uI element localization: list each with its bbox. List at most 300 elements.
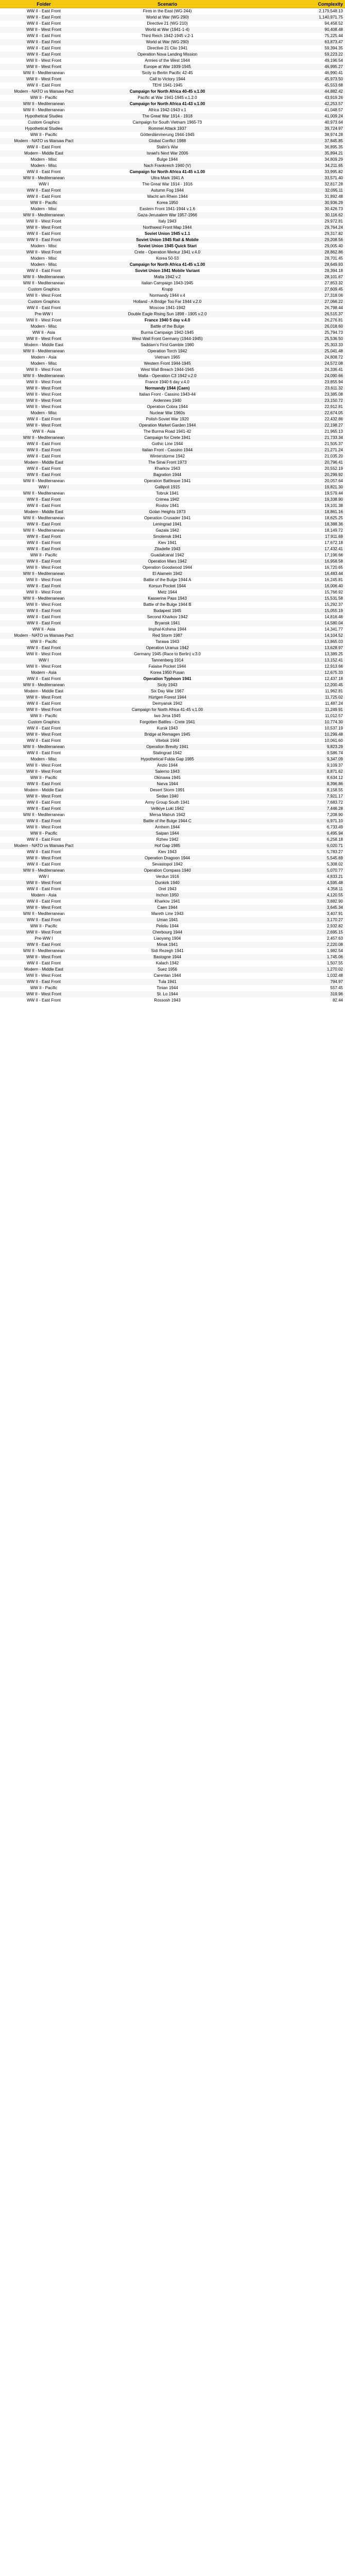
complexity-cell: 3,407.91 bbox=[326, 911, 343, 916]
folder-cell: WW II - West Front bbox=[26, 590, 61, 595]
table-row[interactable] bbox=[0, 515, 345, 521]
table-row[interactable] bbox=[0, 76, 345, 82]
complexity-cell: 29,005.40 bbox=[324, 244, 343, 248]
table-row[interactable] bbox=[0, 14, 345, 21]
complexity-cell: 28,862.86 bbox=[247, 249, 345, 256]
header-complexity[interactable]: Complexity bbox=[247, 0, 345, 8]
folder-cell: WW II - Mediterranean bbox=[0, 274, 88, 280]
table-row[interactable] bbox=[0, 453, 345, 460]
table-row[interactable] bbox=[0, 831, 345, 837]
table-row[interactable] bbox=[0, 979, 345, 985]
scenario-cell: Nach Frankreich 1940 (V) bbox=[88, 163, 247, 169]
table-row[interactable] bbox=[0, 762, 345, 769]
table-row[interactable] bbox=[0, 262, 345, 268]
complexity-cell: 557.45 bbox=[330, 986, 343, 990]
folder-cell: WW II - East Front bbox=[27, 701, 61, 706]
table-row[interactable] bbox=[0, 330, 345, 336]
table-row[interactable] bbox=[0, 70, 345, 76]
table-row[interactable] bbox=[0, 218, 345, 225]
table-row[interactable] bbox=[0, 8, 345, 15]
header-folder[interactable]: Folder bbox=[0, 0, 88, 8]
scenario-cell: Germany 1945 (Race to Berlin) v.3.0 bbox=[134, 652, 201, 656]
table-row[interactable] bbox=[0, 138, 345, 144]
complexity-cell: 25,303.33 bbox=[324, 343, 343, 347]
folder-cell: WW II - East Front bbox=[0, 497, 88, 503]
complexity-cell: 26,515.37 bbox=[247, 311, 345, 317]
table-row[interactable] bbox=[0, 354, 345, 361]
table-row[interactable] bbox=[0, 21, 345, 27]
table-row[interactable] bbox=[0, 793, 345, 800]
scenario-cell: Autumn Fog 1944 bbox=[88, 188, 247, 194]
table-row[interactable] bbox=[0, 305, 345, 311]
complexity-cell: 25,794.73 bbox=[324, 330, 343, 335]
table-row[interactable] bbox=[0, 64, 345, 70]
table-row[interactable] bbox=[0, 107, 345, 113]
table-row[interactable] bbox=[0, 33, 345, 39]
complexity-cell: 26,798.44 bbox=[324, 306, 343, 310]
table-row[interactable] bbox=[0, 175, 345, 181]
complexity-cell: 6,733.49 bbox=[326, 825, 343, 829]
table-row[interactable] bbox=[0, 917, 345, 923]
table-row[interactable] bbox=[0, 874, 345, 880]
table-row[interactable] bbox=[0, 886, 345, 892]
table-row[interactable] bbox=[0, 967, 345, 973]
scenario-cell: Sidi Rezegh 1941 bbox=[151, 948, 184, 953]
table-row[interactable] bbox=[0, 497, 345, 503]
table-row[interactable] bbox=[0, 583, 345, 589]
scenario-cell: Desert Storm 1991 bbox=[150, 788, 185, 792]
table-row[interactable] bbox=[0, 379, 345, 385]
table-row[interactable] bbox=[0, 342, 345, 348]
table-row[interactable] bbox=[0, 194, 345, 200]
scenario-cell: Dunkirk 1940 bbox=[88, 880, 247, 886]
table-row[interactable] bbox=[0, 311, 345, 317]
complexity-cell: 24,808.72 bbox=[324, 355, 343, 360]
table-row[interactable] bbox=[0, 243, 345, 249]
table-row[interactable] bbox=[0, 911, 345, 917]
table-row[interactable] bbox=[0, 348, 345, 354]
folder-cell: WW II - Pacific bbox=[30, 775, 58, 780]
scenario-cell: Gothic Line 1944 bbox=[151, 442, 183, 446]
table-row[interactable] bbox=[0, 744, 345, 750]
table-row[interactable] bbox=[0, 824, 345, 831]
table-row[interactable] bbox=[0, 577, 345, 583]
table-row[interactable] bbox=[0, 361, 345, 367]
complexity-cell: 21,035.20 bbox=[324, 454, 343, 459]
scenario-cell: Northwest Front Map 1944 bbox=[88, 225, 247, 231]
table-row[interactable] bbox=[0, 324, 345, 330]
table-row[interactable] bbox=[0, 769, 345, 775]
folder-cell: WW II - Mediterranean bbox=[0, 571, 88, 577]
table-row[interactable] bbox=[0, 651, 345, 657]
table-row[interactable] bbox=[0, 101, 345, 107]
table-row[interactable] bbox=[0, 503, 345, 509]
complexity-cell: 20,057.64 bbox=[324, 479, 343, 483]
folder-cell: WW II - Mediterranean bbox=[0, 212, 88, 218]
table-row[interactable] bbox=[0, 113, 345, 120]
table-row[interactable] bbox=[0, 589, 345, 596]
complexity-cell: 23,385.08 bbox=[324, 392, 343, 397]
table-row[interactable] bbox=[0, 126, 345, 132]
table-row[interactable] bbox=[0, 626, 345, 633]
complexity-cell: 28,649.93 bbox=[247, 262, 345, 268]
table-row[interactable] bbox=[0, 707, 345, 713]
table-row[interactable] bbox=[0, 701, 345, 707]
complexity-cell: 14,580.04 bbox=[247, 620, 345, 626]
complexity-cell: 45,553.68 bbox=[324, 83, 343, 88]
folder-cell: WW I bbox=[39, 874, 49, 879]
table-row[interactable] bbox=[0, 750, 345, 756]
table-row[interactable] bbox=[0, 286, 345, 293]
table-row[interactable] bbox=[0, 460, 345, 466]
folder-cell: Custom Graphics bbox=[28, 120, 60, 125]
table-row[interactable] bbox=[0, 861, 345, 868]
table-row[interactable] bbox=[0, 775, 345, 781]
table-row[interactable] bbox=[0, 237, 345, 243]
complexity-cell: 17,196.66 bbox=[324, 553, 343, 557]
table-row[interactable] bbox=[0, 639, 345, 645]
scenario-cell: Wacht am Rhein 1944 bbox=[147, 194, 188, 199]
table-row[interactable] bbox=[0, 948, 345, 954]
table-row[interactable] bbox=[0, 280, 345, 286]
complexity-cell: 4,595.48 bbox=[247, 880, 345, 886]
table-row[interactable] bbox=[0, 738, 345, 744]
table-row[interactable] bbox=[0, 534, 345, 540]
header-scenario[interactable]: Scenario bbox=[88, 0, 247, 8]
complexity-cell: 18,149.72 bbox=[324, 528, 343, 533]
table-row[interactable] bbox=[0, 373, 345, 379]
table-row[interactable] bbox=[0, 58, 345, 64]
scenario-cell: Battle of the Bulge 1944 B bbox=[143, 602, 192, 607]
scenario-cell: Stalingrad 1942 bbox=[152, 751, 182, 755]
table-row[interactable] bbox=[0, 52, 345, 58]
table-row[interactable] bbox=[0, 713, 345, 719]
complexity-cell: 30,936.29 bbox=[247, 200, 345, 206]
table-row[interactable] bbox=[0, 565, 345, 571]
table-row[interactable] bbox=[0, 181, 345, 188]
folder-cell: WW II - West Front bbox=[0, 991, 88, 997]
table-row[interactable] bbox=[0, 676, 345, 682]
table-row[interactable] bbox=[0, 942, 345, 948]
folder-cell: WW II - Mediterranean bbox=[0, 373, 88, 379]
folder-cell: WW II - West Front bbox=[26, 318, 61, 323]
scenario-cell: Tinian 1944 bbox=[157, 986, 178, 990]
scenario-cell: Campaign for North Africa 41-45 v.1.00 bbox=[129, 170, 205, 174]
table-row[interactable] bbox=[0, 472, 345, 478]
folder-cell: WW II - East Front bbox=[0, 942, 88, 948]
complexity-cell: 4,120.55 bbox=[247, 892, 345, 899]
folder-cell: WW II - West Front bbox=[0, 732, 88, 738]
table-row[interactable] bbox=[0, 385, 345, 392]
scenario-cell: Okinawa 1945 bbox=[154, 775, 181, 780]
folder-cell: Modern - Middle East bbox=[0, 967, 88, 973]
scenario-cell: Armies of the West 1944 bbox=[145, 58, 190, 63]
table-row[interactable] bbox=[0, 410, 345, 416]
table-row[interactable] bbox=[0, 936, 345, 942]
complexity-cell: 5,545.69 bbox=[247, 855, 345, 861]
table-row[interactable] bbox=[0, 82, 345, 89]
table-row[interactable] bbox=[0, 157, 345, 163]
table-row[interactable] bbox=[0, 249, 345, 256]
table-row[interactable] bbox=[0, 614, 345, 620]
complexity-cell: 8,871.62 bbox=[247, 769, 345, 775]
folder-cell: WW II - West Front bbox=[0, 385, 88, 392]
folder-cell: WW II - East Front bbox=[27, 726, 61, 731]
folder-cell: WW II - East Front bbox=[27, 145, 61, 149]
scenario-cell: Polish-Soviet War 1920 bbox=[146, 417, 189, 421]
table-row[interactable] bbox=[0, 657, 345, 664]
table-row[interactable] bbox=[0, 200, 345, 206]
table-row[interactable] bbox=[0, 806, 345, 812]
table-row[interactable] bbox=[0, 268, 345, 274]
scenario-cell: El Alamein 1942 bbox=[88, 571, 247, 577]
table-row[interactable] bbox=[0, 45, 345, 52]
table-row[interactable] bbox=[0, 441, 345, 447]
table-row[interactable] bbox=[0, 317, 345, 324]
table-row[interactable] bbox=[0, 120, 345, 126]
folder-cell: Modern - Misc bbox=[0, 163, 88, 169]
table-row[interactable] bbox=[0, 39, 345, 45]
table-row[interactable] bbox=[0, 633, 345, 639]
folder-cell: WW II - Mediterranean bbox=[0, 175, 88, 181]
complexity-cell: 3,882.90 bbox=[326, 899, 343, 904]
table-row[interactable] bbox=[0, 923, 345, 929]
complexity-cell: 7,921.17 bbox=[247, 793, 345, 800]
folder-cell: WW II - West Front bbox=[0, 76, 88, 82]
table-row[interactable] bbox=[0, 781, 345, 787]
table-row[interactable] bbox=[0, 558, 345, 565]
table-row[interactable] bbox=[0, 991, 345, 997]
complexity-cell: 10,537.19 bbox=[324, 726, 343, 731]
table-row[interactable] bbox=[0, 416, 345, 422]
folder-cell: WW II - Mediterranean bbox=[0, 348, 88, 354]
table-row[interactable] bbox=[0, 150, 345, 157]
table-row[interactable] bbox=[0, 447, 345, 453]
table-row[interactable] bbox=[0, 231, 345, 237]
table-row[interactable] bbox=[0, 404, 345, 410]
scenario-cell: Ardennes 1940 bbox=[88, 398, 247, 404]
table-row[interactable] bbox=[0, 985, 345, 991]
scenario-cell: Operation Market Garden 1944 bbox=[88, 422, 247, 429]
folder-cell: WW II - East Front bbox=[27, 998, 61, 1003]
folder-cell: Modern - Misc bbox=[0, 756, 88, 762]
table-row[interactable] bbox=[0, 188, 345, 194]
table-row[interactable] bbox=[0, 144, 345, 150]
table-row[interactable] bbox=[0, 954, 345, 960]
scenario-cell: Götterdämmerung 1944-1945 bbox=[140, 132, 195, 137]
table-row[interactable] bbox=[0, 929, 345, 936]
complexity-cell: 2,457.63 bbox=[326, 936, 343, 941]
scenario-cell: Korea 1950 Pusan bbox=[88, 670, 247, 676]
complexity-cell: 59,223.22 bbox=[247, 52, 345, 58]
folder-cell: WW II - Mediterranean bbox=[0, 868, 88, 874]
table-row[interactable] bbox=[0, 849, 345, 855]
complexity-cell: 9,109.37 bbox=[326, 763, 343, 768]
complexity-cell: 18,861.16 bbox=[247, 509, 345, 515]
complexity-cell: 75,225.44 bbox=[324, 33, 343, 38]
scenario-cell: Leningrad 1941 bbox=[88, 521, 247, 528]
table-row[interactable] bbox=[0, 95, 345, 101]
scenario-cell: Global Conflict 1988 bbox=[88, 138, 247, 144]
table-row[interactable] bbox=[0, 719, 345, 725]
scenario-cell: West Wall Breach 1944-1945 bbox=[141, 367, 194, 372]
table-row[interactable] bbox=[0, 694, 345, 701]
table-row[interactable] bbox=[0, 367, 345, 373]
complexity-cell: 23,611.32 bbox=[247, 385, 345, 392]
folder-cell: WW II - West Front bbox=[26, 380, 61, 384]
table-row[interactable] bbox=[0, 732, 345, 738]
folder-cell: WW II - East Front bbox=[27, 850, 61, 854]
complexity-cell: 32,095.11 bbox=[247, 188, 345, 194]
complexity-cell: 82.44 bbox=[332, 998, 343, 1003]
table-row[interactable] bbox=[0, 608, 345, 614]
table-row[interactable] bbox=[0, 855, 345, 861]
scenario-cell: Crete - Operation Merkur 1941 v.4.0 bbox=[88, 249, 247, 256]
complexity-cell: 25,041.48 bbox=[247, 348, 345, 354]
complexity-cell: 41,009.24 bbox=[247, 113, 345, 120]
complexity-cell: 59,394.35 bbox=[324, 46, 343, 50]
table-row[interactable] bbox=[0, 973, 345, 979]
table-row[interactable] bbox=[0, 484, 345, 490]
scenario-cell: Sedan 1940 bbox=[88, 793, 247, 800]
folder-cell: WW II - East Front bbox=[0, 558, 88, 565]
table-row[interactable] bbox=[0, 429, 345, 435]
complexity-cell: 32,817.28 bbox=[324, 182, 343, 187]
scenario-cell: Bagration 1944 bbox=[88, 472, 247, 478]
complexity-cell: 14,816.46 bbox=[324, 615, 343, 619]
table-row[interactable] bbox=[0, 521, 345, 528]
table-row[interactable] bbox=[0, 169, 345, 175]
table-row[interactable] bbox=[0, 868, 345, 874]
scenario-cell: Normandy 1944 (Caen) bbox=[88, 385, 247, 392]
table-row[interactable] bbox=[0, 540, 345, 546]
scenario-cell: Stalin's War bbox=[156, 145, 179, 149]
complexity-cell: 23,150.72 bbox=[247, 398, 345, 404]
scenario-cell: Operation Goodwood 1944 bbox=[142, 565, 193, 570]
table-row[interactable] bbox=[0, 490, 345, 497]
table-row[interactable] bbox=[0, 293, 345, 299]
folder-cell: WW II - West Front bbox=[0, 27, 88, 33]
folder-cell: WW II - East Front bbox=[0, 534, 88, 540]
table-row[interactable] bbox=[0, 206, 345, 212]
table-row[interactable] bbox=[0, 620, 345, 626]
folder-cell: WW II - West Front bbox=[0, 398, 88, 404]
folder-cell: WW II - East Front bbox=[0, 979, 88, 985]
table-row[interactable] bbox=[0, 905, 345, 911]
folder-cell: Modern - Misc bbox=[30, 256, 57, 261]
table-row[interactable] bbox=[0, 528, 345, 534]
scenario-cell: Kiev 1943 bbox=[158, 850, 177, 854]
folder-cell: WW II - West Front bbox=[0, 694, 88, 701]
folder-cell: WW II - East Front bbox=[27, 751, 61, 755]
table-row[interactable] bbox=[0, 225, 345, 231]
table-row[interactable] bbox=[0, 571, 345, 577]
table-row[interactable] bbox=[0, 422, 345, 429]
table-row[interactable] bbox=[0, 398, 345, 404]
table-row[interactable] bbox=[0, 664, 345, 670]
table-row[interactable] bbox=[0, 163, 345, 169]
table-row[interactable] bbox=[0, 27, 345, 33]
complexity-cell: 8,158.55 bbox=[326, 788, 343, 792]
complexity-cell: 44,882.42 bbox=[247, 89, 345, 95]
table-row[interactable] bbox=[0, 800, 345, 806]
folder-cell: Hypothetical Studies bbox=[0, 113, 88, 120]
table-row[interactable] bbox=[0, 880, 345, 886]
table-row[interactable] bbox=[0, 89, 345, 95]
table-row[interactable] bbox=[0, 256, 345, 262]
complexity-cell: 28,394.18 bbox=[324, 268, 343, 273]
table-row[interactable] bbox=[0, 818, 345, 824]
table-row[interactable] bbox=[0, 843, 345, 849]
table-row[interactable] bbox=[0, 899, 345, 905]
complexity-cell: 9,823.29 bbox=[247, 744, 345, 750]
scenario-cell: Kursk 1943 bbox=[157, 726, 178, 731]
table-row[interactable] bbox=[0, 478, 345, 484]
folder-cell: WW II - East Front bbox=[27, 83, 61, 88]
table-row[interactable] bbox=[0, 552, 345, 558]
complexity-cell: 43,919.26 bbox=[324, 95, 343, 100]
table-row[interactable] bbox=[0, 688, 345, 694]
table-row[interactable] bbox=[0, 837, 345, 843]
scenario-cell: Burma Campaign 1942-1945 bbox=[141, 330, 194, 335]
table-row[interactable] bbox=[0, 602, 345, 608]
folder-cell: WW I bbox=[0, 484, 88, 490]
scenario-cell: Italy 1943 bbox=[158, 219, 177, 224]
folder-cell: WW II - Mediterranean bbox=[0, 744, 88, 750]
scenario-cell: Western Front 1944-1945 bbox=[88, 361, 247, 367]
table-row[interactable] bbox=[0, 435, 345, 441]
complexity-cell: 6,971.10 bbox=[247, 818, 345, 824]
complexity-cell: 1,270.02 bbox=[247, 967, 345, 973]
folder-cell: WW II - East Front bbox=[0, 806, 88, 812]
folder-cell: WW II - West Front bbox=[0, 225, 88, 231]
table-row[interactable] bbox=[0, 299, 345, 305]
table-row[interactable] bbox=[0, 756, 345, 762]
table-row[interactable] bbox=[0, 787, 345, 793]
scenario-cell: Smolensk 1941 bbox=[88, 534, 247, 540]
complexity-cell: 36,895.35 bbox=[324, 145, 343, 149]
folder-cell: Modern - NATO vs Warsaw Pact bbox=[0, 843, 88, 849]
table-row[interactable] bbox=[0, 509, 345, 515]
table-row[interactable] bbox=[0, 212, 345, 218]
table-row[interactable] bbox=[0, 336, 345, 342]
table-row[interactable] bbox=[0, 645, 345, 651]
folder-cell: Custom Graphics bbox=[0, 286, 88, 293]
table-row[interactable] bbox=[0, 682, 345, 688]
table-row[interactable] bbox=[0, 725, 345, 732]
table-row[interactable] bbox=[0, 812, 345, 818]
scenario-cell: Campaign for Crete 1941 bbox=[88, 435, 247, 441]
scenario-cell: Arnhem 1944 bbox=[154, 825, 180, 829]
table-row[interactable] bbox=[0, 466, 345, 472]
table-row[interactable] bbox=[0, 670, 345, 676]
table-row[interactable] bbox=[0, 892, 345, 899]
complexity-cell: 29,764.24 bbox=[247, 225, 345, 231]
scenario-cell: Peleliu 1944 bbox=[156, 924, 179, 928]
table-row[interactable] bbox=[0, 997, 345, 1004]
complexity-cell: 19,101.38 bbox=[324, 503, 343, 508]
table-row[interactable] bbox=[0, 596, 345, 602]
table-row[interactable] bbox=[0, 274, 345, 280]
table-row[interactable] bbox=[0, 392, 345, 398]
folder-cell: Modern - NATO vs Warsaw Pact bbox=[0, 89, 88, 95]
folder-cell: WW II - East Front bbox=[0, 14, 88, 21]
table-row[interactable] bbox=[0, 132, 345, 138]
scenario-cell: Double Eagle Rising Sun 1898 - 1905 v.2.0 bbox=[88, 311, 247, 317]
complexity-cell: 94,458.52 bbox=[324, 21, 343, 26]
table-row[interactable] bbox=[0, 960, 345, 967]
table-row[interactable] bbox=[0, 546, 345, 552]
